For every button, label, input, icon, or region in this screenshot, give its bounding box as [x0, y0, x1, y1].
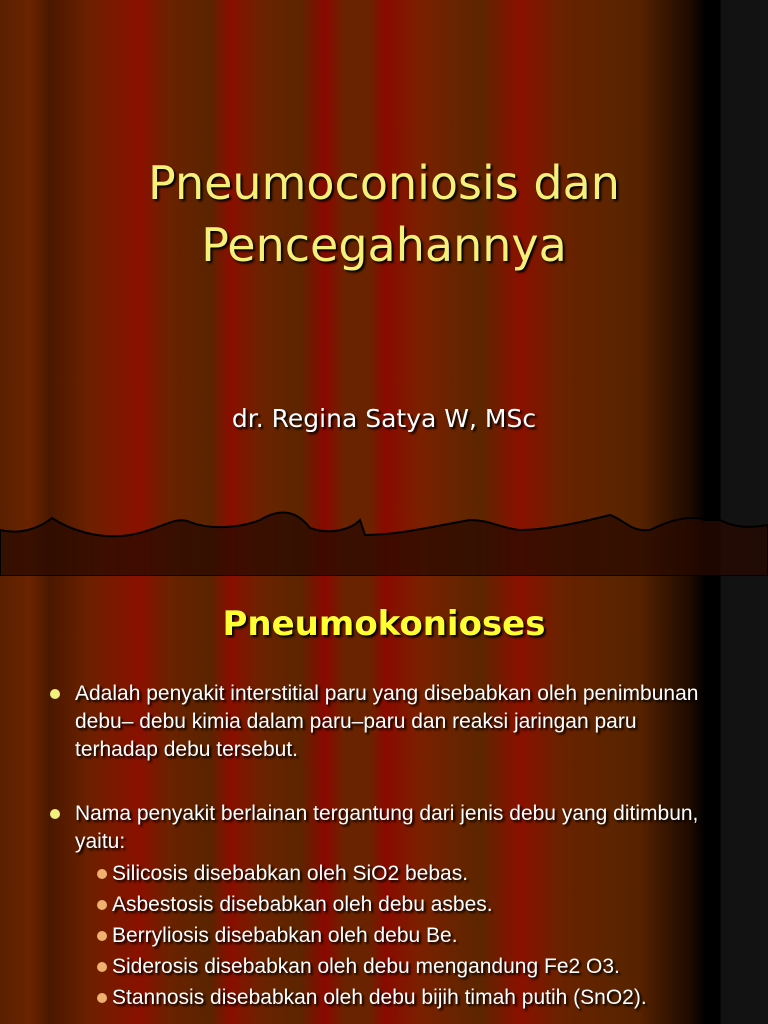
bullet-icon — [97, 931, 107, 941]
author: dr. Regina Satya W, MSc — [231, 404, 537, 433]
sub-list-item — [85, 858, 718, 889]
list-item — [48, 680, 718, 764]
bullet-icon — [97, 869, 107, 879]
sub-bullet-text: Berryliosis disebabkan oleh debu Be. — [112, 924, 458, 947]
content-slide — [0, 576, 768, 1024]
bullet-text: Adalah penyakit interstitial paru yang disebabkan oleh penimbunan debu– debu kimia dalam paru–paru dan reaksi jaringan paru terhadap debu tersebut. — [75, 682, 699, 761]
sub-bullet-text: Asbestosis disebabkan oleh debu asbes. — [112, 893, 493, 916]
bullet-icon — [50, 809, 60, 819]
sub-list-item — [85, 920, 718, 951]
sub-list-item — [85, 951, 718, 982]
slide-title — [0, 152, 768, 276]
bullet-icon — [50, 689, 60, 699]
bullet-text: Nama penyakit berlainan tergantung dari jenis debu yang ditimbun, yaitu: — [75, 802, 699, 853]
bullet-list — [48, 680, 718, 1013]
sub-bullet-text: Siderosis disebabkan oleh debu mengandung Fe2 O3. — [112, 955, 620, 978]
sub-bullet-text: Stannosis disebabkan oleh debu bijih timah putih (SnO2). — [112, 986, 647, 1009]
sub-list-item — [85, 889, 718, 920]
slide-heading: Pneumokonioses — [222, 604, 546, 644]
title-line-1: Pneumoconiosis dan — [148, 156, 620, 210]
sub-bullet-text: Silicosis disebabkan oleh SiO2 bebas. — [112, 862, 469, 885]
sub-bullet-list — [75, 858, 718, 1013]
bullet-icon — [97, 962, 107, 972]
sub-list-item — [85, 982, 718, 1013]
title-line-2: Pencegahannya — [201, 218, 567, 272]
bullet-icon — [97, 900, 107, 910]
list-item — [48, 800, 718, 1013]
bullet-icon — [97, 993, 107, 1003]
